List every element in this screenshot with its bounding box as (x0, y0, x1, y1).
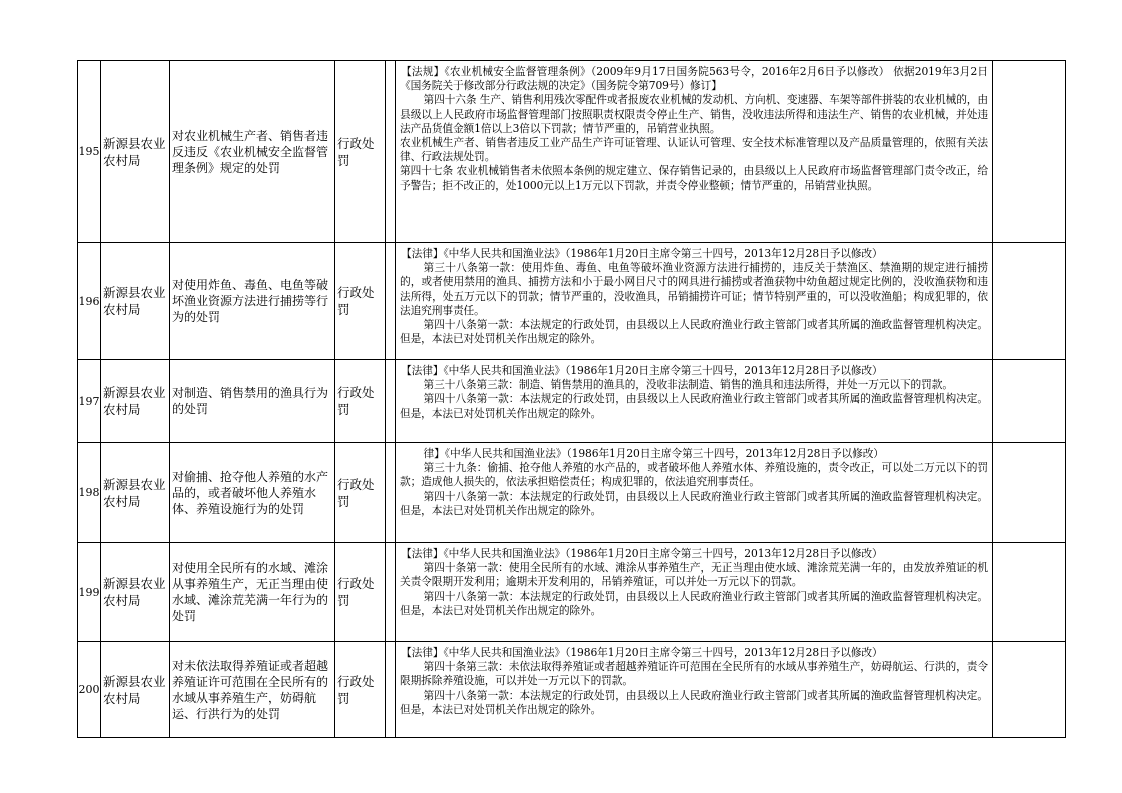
department-cell: 新源县农业农村局 (101, 243, 170, 360)
basis-paragraph: 【法规】《农业机械安全监督管理条例》（2009年9月17日国务院563号令，2016年2月6日予以修改） 依据2019年3月2日《国务院关于修改部分行政法规的决定》（国务院令第709号）修订】 (400, 65, 988, 93)
table-row (78, 360, 1066, 443)
remarks-cell (993, 243, 1066, 360)
department-cell: 新源县农业农村局 (101, 642, 170, 738)
remarks-cell (993, 642, 1066, 738)
department-cell: 新源县农业农村局 (101, 360, 170, 443)
power-type-cell: 行政处罚 (335, 61, 386, 243)
basis-paragraph: 第四十六条 生产、销售利用残次零配件或者报废农业机械的发动机、方向机、变速器、车架等部件拼装的农业机械的，由县级以上人民政府市场监督管理部门按照职责权限责令停止生产、销售，没收违法所得和违法生产、销售的农业机械，并处违法产品货值金额1倍以上3倍以下罚款；情节严重的，吊销营业执照。 (400, 93, 988, 135)
remarks-cell (993, 543, 1066, 642)
table-row (78, 61, 1066, 243)
legal-basis-cell (396, 443, 993, 543)
basis-paragraph: 第四十八条第一款：本法规定的行政处罚，由县级以上人民政府渔业行政主管部门或者其所属的渔政监督管理机构决定。但是，本法已对处罚机关作出规定的除外。 (400, 318, 988, 346)
remarks-cell (993, 443, 1066, 543)
basis-paragraph: 律】《中华人民共和国渔业法》（1986年1月20日主席令第三十四号，2013年12月28日予以修改） (423, 447, 884, 460)
basis-paragraph: 农业机械生产者、销售者违反工业产品生产许可证管理、认证认可管理、安全技术标准管理以及产品质量管理的，依照有关法律、行政法规处罚。 (400, 136, 988, 164)
item-name-cell: 对制造、销售禁用的渔具行为的处罚 (170, 360, 335, 443)
blank-cell (386, 360, 396, 443)
basis-paragraph: 第四十条第三款：未依法取得养殖证或者超越养殖证许可范围在全民所有的水域从事养殖生产，妨碍航运、行洪的，责令限期拆除养殖设施，可以并处一万元以下的罚款。 (400, 660, 988, 688)
item-name-cell: 对未依法取得养殖证或者超越养殖证许可范围在全民所有的水域从事养殖生产，妨碍航运、行洪行为的处罚 (170, 642, 335, 738)
basis-paragraph: 第三十九条：偷捕、抢夺他人养殖的水产品的，或者破坏他人养殖水体、养殖设施的，责令改正，可以处二万元以下的罚款；造成他人损失的，依法承担赔偿责任；构成犯罪的，依法追究刑事责任。 (400, 461, 988, 489)
basis-paragraph: 第三十八条第三款：制造、销售禁用的渔具的，没收非法制造、销售的渔具和违法所得，并处一万元以下的罚款。 (423, 378, 953, 392)
blank-cell (386, 642, 396, 738)
item-name-cell: 对使用炸鱼、毒鱼、电鱼等破坏渔业资源方法进行捕捞等行为的处罚 (170, 243, 335, 360)
table-row (78, 243, 1066, 360)
table-row (78, 543, 1066, 642)
row-number: 197 (78, 360, 101, 443)
basis-paragraph: 【法律】《中华人民共和国渔业法》（1986年1月20日主席令第三十四号，2013年12月28日予以修改） (401, 547, 883, 560)
row-number: 199 (78, 543, 101, 642)
table-row (78, 642, 1066, 738)
blank-cell (386, 243, 396, 360)
basis-paragraph: 【法律】《中华人民共和国渔业法》（1986年1月20日主席令第三十四号，2013年12月28日予以修改） (401, 646, 883, 659)
basis-paragraph: 第四十八条第一款：本法规定的行政处罚，由县级以上人民政府渔业行政主管部门或者其所属的渔政监督管理机构决定。但是，本法已对处罚机关作出规定的除外。 (400, 589, 988, 617)
legal-basis-cell (396, 243, 993, 360)
legal-basis-cell (396, 642, 993, 738)
basis-paragraph: 第四十八条第一款：本法规定的行政处罚，由县级以上人民政府渔业行政主管部门或者其所属的渔政监督管理机构决定。但是，本法已对处罚机关作出规定的除外。 (400, 392, 988, 420)
remarks-cell (993, 360, 1066, 443)
item-name-cell: 对偷捕、抢夺他人养殖的水产品的，或者破坏他人养殖水体、养殖设施行为的处罚 (170, 443, 335, 543)
blank-cell (386, 543, 396, 642)
power-type-cell: 行政处罚 (335, 642, 386, 738)
department-cell: 新源县农业农村局 (101, 443, 170, 543)
legal-basis-cell (396, 360, 993, 443)
power-type-cell: 行政处罚 (335, 443, 386, 543)
department-cell: 新源县农业农村局 (101, 543, 170, 642)
department-cell: 新源县农业农村局 (101, 61, 170, 243)
blank-cell (386, 61, 396, 243)
power-list-table (77, 60, 1066, 738)
item-name-cell: 对农业机械生产者、销售者违反违反《农业机械安全监督管理条例》规定的处罚 (170, 61, 335, 243)
row-number: 196 (78, 243, 101, 360)
item-name-cell: 对使用全民所有的水域、滩涂从事养殖生产，无正当理由使水域、滩涂荒芜满一年行为的处罚 (170, 543, 335, 642)
table-row (78, 443, 1066, 543)
power-type-cell: 行政处罚 (335, 360, 386, 443)
basis-paragraph: 第四十七条 农业机械销售者未依照本条例的规定建立、保存销售记录的，由县级以上人民政府市场监督管理部门责令改正，给予警告；拒不改正的，处1000元以上1万元以下罚款，并责令停业整顿；情节严重的，吊销营业执照。 (400, 164, 988, 192)
power-type-cell: 行政处罚 (335, 243, 386, 360)
remarks-cell (993, 61, 1066, 243)
power-type-cell: 行政处罚 (335, 543, 386, 642)
basis-paragraph: 第三十八条第一款：使用炸鱼、毒鱼、电鱼等破坏渔业资源方法进行捕捞的，违反关于禁渔区、禁渔期的规定进行捕捞的，或者使用禁用的渔具、捕捞方法和小于最小网目尺寸的网具进行捕捞或者渔获物中幼鱼超过规定比例的，没收渔获物和违法所得，处五万元以下的罚款；情节严重的，没收渔具，吊销捕捞许可证；情节特别严重的，可以没收渔船；构成犯罪的，依法追究刑事责任。 (400, 261, 988, 317)
blank-cell (386, 443, 396, 543)
legal-basis-cell (396, 61, 993, 243)
basis-paragraph: 第四十八条第一款：本法规定的行政处罚，由县级以上人民政府渔业行政主管部门或者其所属的渔政监督管理机构决定。但是，本法已对处罚机关作出规定的除外。 (400, 489, 988, 517)
row-number: 198 (78, 443, 101, 543)
basis-paragraph: 第四十条第一款：使用全民所有的水域、滩涂从事养殖生产，无正当理由使水域、滩涂荒芜满一年的，由发放养殖证的机关责令限期开发利用；逾期未开发利用的，吊销养殖证，可以并处一万元以下的罚款。 (400, 561, 988, 589)
row-number: 195 (78, 61, 101, 243)
row-number: 200 (78, 642, 101, 738)
basis-paragraph: 第四十八条第一款：本法规定的行政处罚，由县级以上人民政府渔业行政主管部门或者其所属的渔政监督管理机构决定。但是，本法已对处罚机关作出规定的除外。 (400, 688, 988, 716)
legal-basis-cell (396, 543, 993, 642)
basis-paragraph: 【法律】《中华人民共和国渔业法》（1986年1月20日主席令第三十四号，2013年12月28日予以修改） (401, 364, 883, 377)
basis-paragraph: 【法律】《中华人民共和国渔业法》（1986年1月20日主席令第三十四号，2013年12月28日予以修改） (401, 247, 883, 260)
